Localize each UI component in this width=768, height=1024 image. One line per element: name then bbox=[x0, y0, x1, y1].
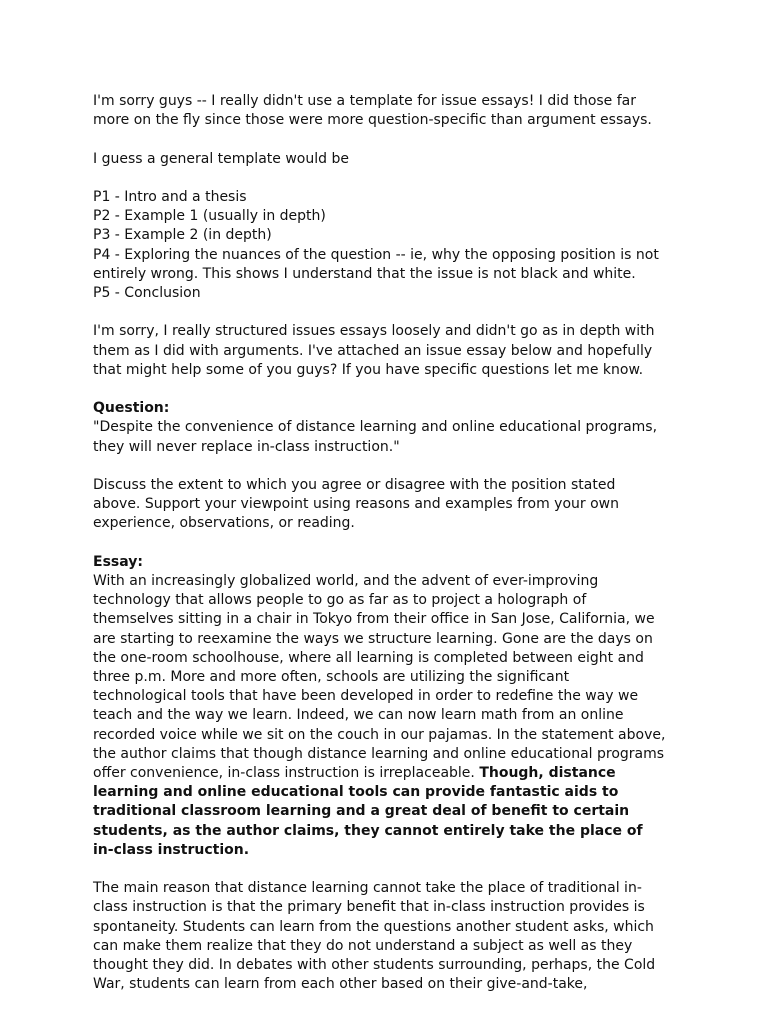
thesis-line: learning and online educational tools can provide fantastic aids to bbox=[93, 784, 619, 801]
essay-line: With an increasingly globalized world, and the advent of ever-improving bbox=[93, 572, 599, 589]
template-item-p1: P1 - Intro and a thesis bbox=[93, 188, 247, 205]
thesis-line: in-class instruction. bbox=[93, 841, 250, 858]
essay-line: technology that allows people to go as far as to project a holograph of bbox=[93, 592, 587, 609]
essay-line-mixed bbox=[93, 764, 683, 783]
essay-line: class instruction is that the primary benefit that in-class instruction provides is bbox=[93, 899, 645, 916]
question-heading: Question: bbox=[93, 400, 170, 417]
intro-paragraph bbox=[93, 92, 683, 130]
thesis-line: traditional classroom learning and a great deal of benefit to certain bbox=[93, 803, 630, 820]
template-item-p3: P3 - Example 2 (in depth) bbox=[93, 227, 272, 244]
template-intro-line: I guess a general template would be bbox=[93, 150, 349, 167]
apology-line: I'm sorry, I really structured issues essays loosely and didn't go as in depth with bbox=[93, 323, 655, 340]
intro-line: more on the fly since those were more question-specific than argument essays. bbox=[93, 112, 652, 129]
essay-line: the one-room schoolhouse, where all learning is completed between eight and bbox=[93, 649, 644, 666]
essay-line: can make them realize that they do not understand a subject as well as they bbox=[93, 937, 633, 954]
essay-line: spontaneity. Students can learn from the questions another student asks, which bbox=[93, 918, 654, 935]
apology-line: them as I did with arguments. I've attached an issue essay below and hopefully bbox=[93, 342, 653, 359]
essay-line: technological tools that have been developed in order to redefine the way we bbox=[93, 688, 639, 705]
template-intro bbox=[93, 150, 683, 169]
essay-line: The main reason that distance learning cannot take the place of traditional in- bbox=[93, 880, 642, 897]
essay-line: three p.m. More and more often, schools are utilizing the significant bbox=[93, 669, 570, 685]
apology-line: that might help some of you guys? If you have specific questions let me know. bbox=[93, 361, 644, 378]
template-item-p5: P5 - Conclusion bbox=[93, 285, 201, 301]
essay-line: thought they did. In debates with other students surrounding, perhaps, the Cold bbox=[93, 957, 656, 974]
thesis-text: Though, distance bbox=[479, 765, 616, 782]
question-line: they will never replace in-class instruction." bbox=[93, 438, 400, 455]
essay-line: are starting to reexamine the ways we structure learning. Gone are the days on bbox=[93, 630, 653, 647]
essay-line: the author claims that though distance learning and online educational programs bbox=[93, 745, 665, 762]
apology-paragraph bbox=[93, 322, 683, 380]
thesis-line: students, as the author claims, they cannot entirely take the place of bbox=[93, 822, 643, 839]
question-block bbox=[93, 399, 683, 457]
instructions-paragraph bbox=[93, 476, 683, 534]
essay-line: themselves sitting in a chair in Tokyo from their office in San Jose, California, we bbox=[93, 611, 655, 628]
instructions-line: experience, observations, or reading. bbox=[93, 515, 355, 532]
essay-line: teach and the way we learn. Indeed, we can now learn math from an online bbox=[93, 707, 624, 724]
essay-paragraph-2 bbox=[93, 879, 683, 994]
essay-text: offer convenience, in-class instruction is irreplaceable. bbox=[93, 765, 480, 782]
essay-heading: Essay: bbox=[93, 553, 143, 570]
template-list bbox=[93, 188, 683, 303]
template-item-p2: P2 - Example 1 (usually in depth) bbox=[93, 208, 326, 225]
essay-paragraph-1 bbox=[93, 553, 683, 860]
template-item-p4: P4 - Exploring the nuances of the question -- ie, why the opposing position is not bbox=[93, 246, 659, 263]
essay-line: recorded voice while we sit on the couch in our pajamas. In the statement above, bbox=[93, 726, 666, 743]
instructions-line: Discuss the extent to which you agree or disagree with the position stated bbox=[93, 476, 616, 493]
essay-line: War, students can learn from each other based on their give-and-take, bbox=[93, 976, 588, 993]
template-item-p4-continued: entirely wrong. This shows I understand that the issue is not black and white. bbox=[93, 265, 636, 282]
instructions-line: above. Support your viewpoint using reasons and examples from your own bbox=[93, 496, 619, 513]
question-line: "Despite the convenience of distance learning and online educational programs, bbox=[93, 419, 658, 436]
intro-line: I'm sorry guys -- I really didn't use a template for issue essays! I did those far bbox=[93, 93, 637, 109]
document-page bbox=[93, 92, 683, 1014]
